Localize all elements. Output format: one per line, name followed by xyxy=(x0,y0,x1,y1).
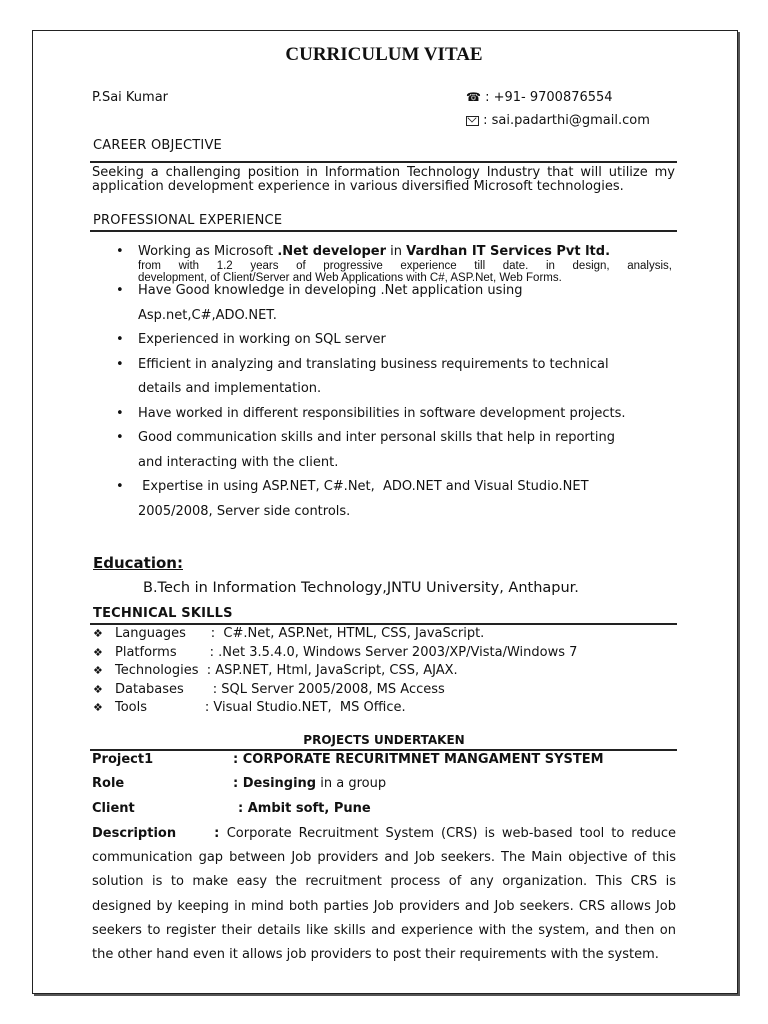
colon: : xyxy=(214,826,227,841)
bullet-icon: • xyxy=(116,356,124,372)
project-label: Project1 xyxy=(92,752,154,767)
diamond-bullet-icon: ❖ xyxy=(93,682,103,696)
list-item xyxy=(92,475,682,524)
phone-number: : +91- 9700876554 xyxy=(485,90,613,105)
bullet-icon: • xyxy=(116,430,124,445)
education-text: B.Tech in Information Technology,JNTU University, Anthapur. xyxy=(143,580,579,596)
bullet-icon: • xyxy=(116,283,124,298)
diamond-bullet-icon: ❖ xyxy=(93,664,103,677)
list-item-text: Efficient in analyzing and translating business requirements to technical xyxy=(138,356,609,372)
list-item xyxy=(92,279,682,328)
job-role: .Net developer xyxy=(277,244,387,259)
technical-skills-heading: TECHNICAL SKILLS xyxy=(93,606,233,621)
list-item-text: Good communication skills and inter personal skills that help in reporting xyxy=(138,430,615,445)
candidate-name: P.Sai Kumar xyxy=(92,90,169,105)
list-item xyxy=(93,644,577,663)
list-item-text: Expertise in using ASP.NET, C#.Net, ADO.NET and Visual Studio.NET xyxy=(138,479,589,494)
bullet-icon: • xyxy=(116,244,124,259)
list-item xyxy=(92,328,682,353)
email-line xyxy=(466,113,650,128)
project-name: : CORPORATE RECURITMNET MANGAMENT SYSTEM xyxy=(233,752,604,767)
envelope-icon xyxy=(466,116,479,126)
experience-list xyxy=(92,244,682,524)
career-objective-heading: CAREER OBJECTIVE xyxy=(93,138,222,153)
skill-text: Platforms : .Net 3.5.4.0, Windows Server 2003/XP/Vista/Windows 7 xyxy=(115,644,578,660)
experience-detail: development, of Client/Server and Web Applications with C#, ASP.Net, Web Forms. xyxy=(138,272,562,284)
list-item xyxy=(92,402,682,427)
skill-text: Tools : Visual Studio.NET, MS Office. xyxy=(115,700,406,715)
phone-line xyxy=(466,90,613,105)
list-item xyxy=(93,699,577,718)
list-item xyxy=(92,353,682,402)
bullet-icon: • xyxy=(116,332,124,347)
document-title: CURRICULUM VITAE xyxy=(285,44,483,65)
divider xyxy=(90,749,677,751)
role-bold: Desinging xyxy=(242,776,317,791)
list-item xyxy=(92,244,682,284)
role-label: Role xyxy=(92,776,125,791)
skill-text: Technologies : ASP.NET, Html, JavaScript, CSS, AJAX. xyxy=(115,663,458,678)
divider xyxy=(90,161,677,163)
experience-text: Working as Microsoft xyxy=(138,244,278,259)
client-value: : Ambit soft, Pune xyxy=(238,801,371,816)
experience-text: in xyxy=(386,244,407,259)
diamond-bullet-icon: ❖ xyxy=(93,627,103,640)
education-heading: Education: xyxy=(93,554,183,572)
list-item-text: Have Good knowledge in developing .Net application using xyxy=(138,283,523,298)
description-label: Description xyxy=(92,826,177,841)
list-item-text: Asp.net,C#,ADO.NET. xyxy=(138,307,277,323)
skills-list xyxy=(93,625,577,718)
role-rest: in a group xyxy=(316,776,387,791)
list-item xyxy=(92,426,682,475)
bullet-icon: • xyxy=(116,405,124,421)
experience-detail: from with 1.2 years of progressive experience till date. in design, analysis, xyxy=(138,260,672,272)
skill-text: Databases : SQL Server 2005/2008, MS Access xyxy=(115,681,445,697)
divider xyxy=(90,230,677,232)
list-item-text: 2005/2008, Server side controls. xyxy=(138,503,351,519)
telephone-icon: ☎ xyxy=(466,90,481,104)
colon: : xyxy=(233,776,243,791)
project-description xyxy=(92,822,676,967)
diamond-bullet-icon: ❖ xyxy=(93,645,103,659)
description-text: Corporate Recruitment System (CRS) is web-based tool to reduce communication gap between Job providers and Job seekers. The Main objective of this solution is to make easy the recruitment process of any organization. This CRS is designed by keeping in mind both parties Job providers and Job seekers. CRS allows Job seekers to register their details like skills and experience with the system, and then on the other hand even it allows job providers to post their requirements with the system. xyxy=(92,826,676,963)
diamond-bullet-icon: ❖ xyxy=(93,701,103,714)
company-name: Vardhan IT Services Pvt ltd. xyxy=(406,244,611,259)
email-address: : sai.padarthi@gmail.com xyxy=(483,113,650,128)
role-value xyxy=(233,776,386,791)
list-item-text: Experienced in working on SQL server xyxy=(138,332,386,347)
projects-heading: PROJECTS UNDERTAKEN xyxy=(303,733,465,747)
list-item-text: Have worked in different responsibilities in software development projects. xyxy=(138,405,626,421)
skill-text: Languages : C#.Net, ASP.Net, HTML, CSS, JavaScript. xyxy=(115,626,485,641)
list-item xyxy=(93,662,577,681)
list-item-text: details and implementation. xyxy=(138,381,322,396)
professional-experience-heading: PROFESSIONAL EXPERIENCE xyxy=(93,213,283,228)
list-item xyxy=(93,625,577,644)
client-label: Client xyxy=(92,801,135,816)
bullet-icon: • xyxy=(116,479,124,494)
list-item-text: and interacting with the client. xyxy=(138,454,339,470)
list-item xyxy=(93,681,577,700)
career-objective-text: Seeking a challenging position in Information Technology Industry that will utilize my application development experience in various diversified Microsoft technologies. xyxy=(92,165,675,194)
